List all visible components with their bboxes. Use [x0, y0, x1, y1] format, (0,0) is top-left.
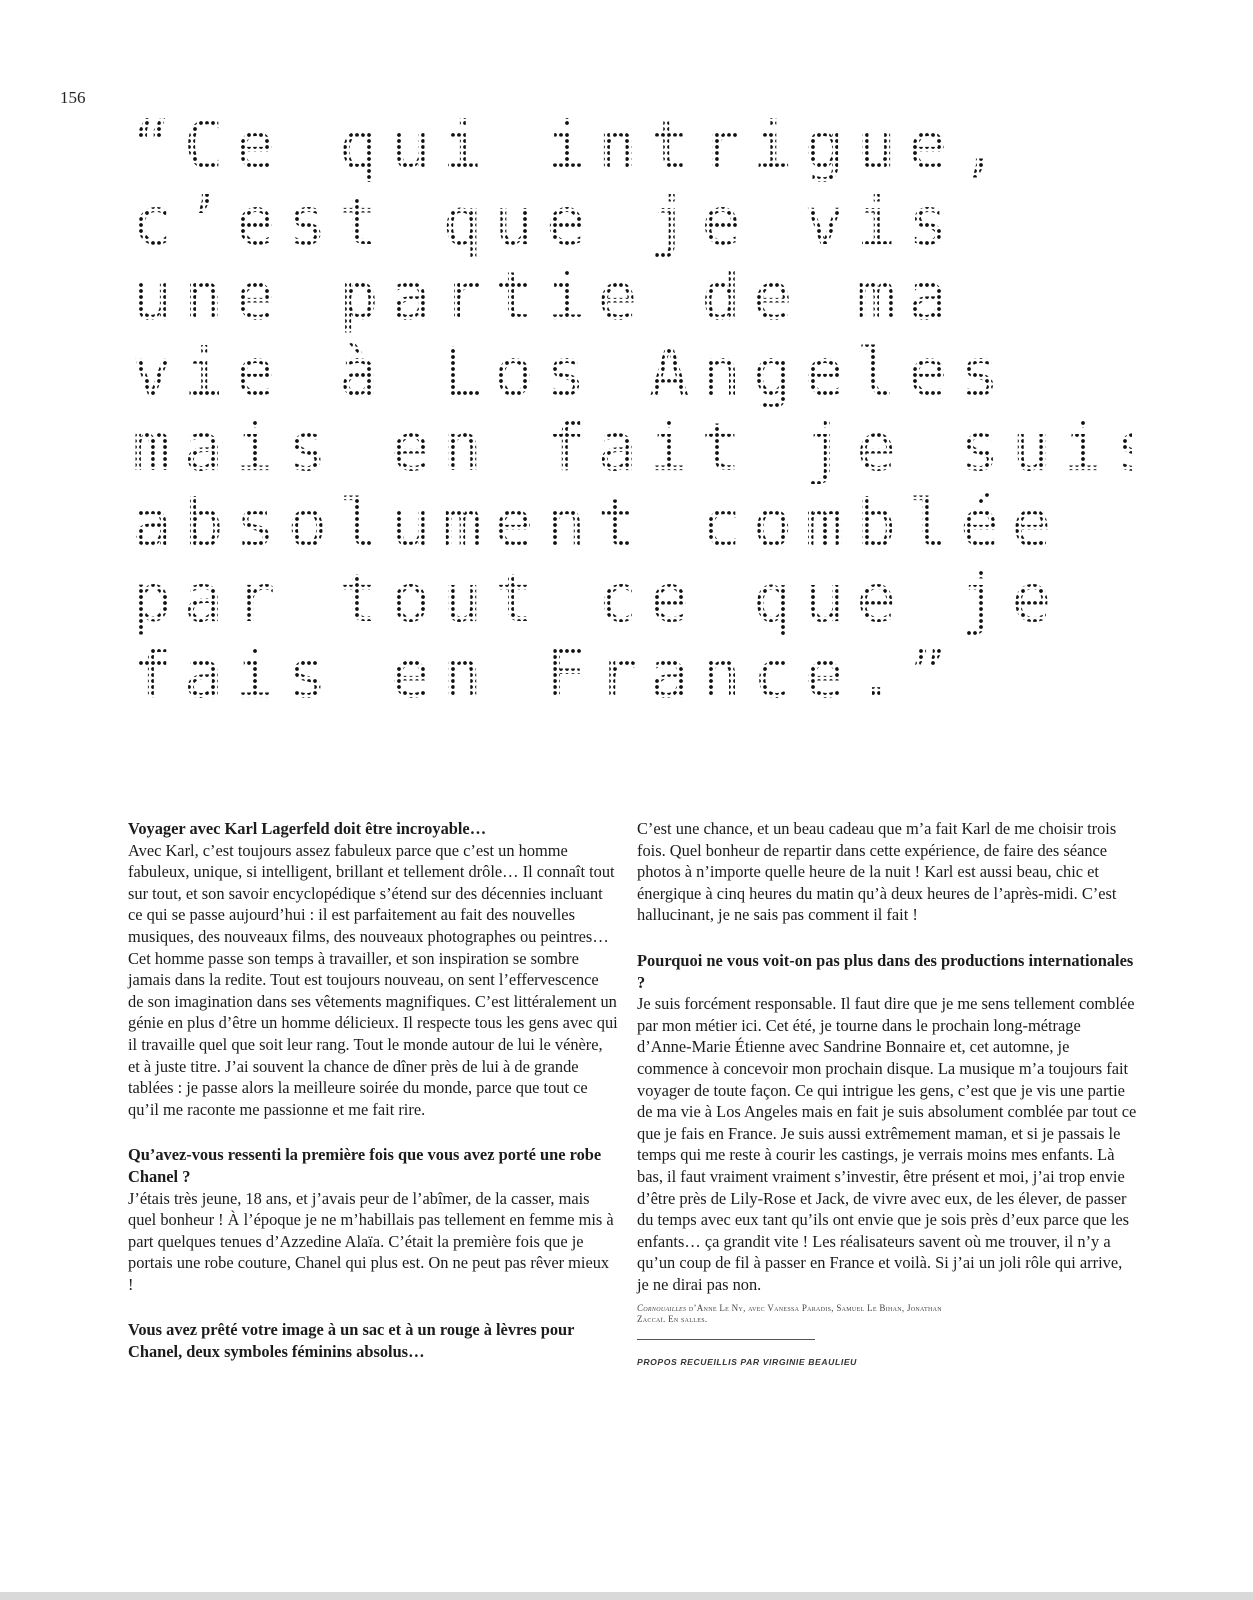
pull-quote [132, 107, 1167, 713]
question-heading: Voyager avec Karl Lagerfeld doit être incroyable… [128, 819, 487, 838]
pull-quote-line: c’est que je vis [132, 182, 960, 260]
film-title: Cornouailles [637, 1303, 687, 1314]
answer-paragraph: C’est une chance, et un beau cadeau que m’a fait Karl de me choisir trois fois. Quel bonheur de repartir dans cette expérience, de faire des séance photos à n’importe quelle heure de la nuit ! Karl est aussi beau, chic et énergique à cinq heures du matin qu’à deux heures de l’après-midi. C’est hallucinant, je ne sais pas comment il fait ! [637, 819, 1117, 925]
pull-quote-line: vie à Los Angeles [132, 333, 1012, 411]
bottom-strip [0, 1592, 1253, 1600]
page-number: 156 [60, 88, 86, 107]
interview-column-left [128, 818, 618, 1363]
pull-quote-line: “Ce qui intrigue, [132, 107, 1012, 184]
question-heading: Qu’avez-vous ressenti la première fois que vous avez porté une robe Chanel ? [128, 1145, 602, 1186]
film-details: d’Anne Le Ny, avec Vanessa Paradis, Samuel Le Bihan, Jonathan Zaccaï. En salles. [637, 1303, 942, 1325]
pull-quote-line: mais en fait je suis [132, 409, 1167, 486]
answer-paragraph: J’étais très jeune, 18 ans, et j’avais peur de l’abîmer, de la casser, mais quel bonheur ! À l’époque je ne m’habillais pas tellement en femme mis à part quelques tenues d’Azzedine Alaïa. C’était la première fois que je portais une robe couture, Chanel qui plus est. On ne peut pas rêver mieux ! [128, 1188, 614, 1294]
credit-divider [637, 1339, 815, 1340]
answer-paragraph: Je suis forcément responsable. Il faut dire que je me sens tellement comblée par mon métier ici. Cet été, je tourne dans le prochain long-métrage d’Anne-Marie Étienne avec Sandrine Bonnaire et, cet automne, je commence à concevoir mon prochain disque. La musique m’a toujours fait voyager de toute façon. Ce qui intrigue les gens, c’est que je vis une partie de ma vie à Los Angeles mais en fait je suis absolument comblée par tout ce que je fais en France. Je suis aussi extrêmement maman, et si je passais le temps qui me reste à courir les castings, je verrais moins mes enfants. Là bas, il faut vraiment vraiment s’investir, être présent et moi, j’ai trop envie d’être près de Lily-Rose et Jack, de vivre avec eux, de les élever, de passer du temps avec eux tant qu’ils ont envie que je sois près d’eux parce que les enfants… ça grandit vite ! Les réalisateurs savent où me trouver, il n’y a qu’un coup de fil à passer en France et voilà. Si j’ai un joli rôle qui arrive, je ne dirai pas non. [637, 994, 1137, 1294]
answer-paragraph: Avec Karl, c’est toujours assez fabuleux parce que c’est un homme fabuleux, unique, si intelligent, brillant et tellement drôle… Il connaît tout sur tout, et son savoir encyclopédique s’étend sur des décennies incluant ce qui se passe aujourd’hui : il est parfaitement au fait des nouvelles musiques, des nouveaux films, des nouveaux photographes ou peintres… Cet homme passe son temps à travailler, et son inspiration se sombre jamais dans la redite. Tout est toujours nouveau, on sent l’effervescence de son imagination dans ses vêtements magnifiques. C’est littéralement un génie en plus d’être un homme délicieux. Il respecte tous les gens avec qui il travaille quel que soit leur rang. Tout le monde autour de lui le vénère, et à juste titre. J’ai souvent la chance de dîner près de lui à de grande tablées : je passe alors la meilleure soirée du monde, parce que tout ce qu’il me raconte me passionne et me fait rire. [128, 840, 618, 1119]
pull-quote-line: absolument comblée [132, 484, 1064, 562]
pull-quote-line: fais en France.” [132, 635, 960, 713]
pull-quote-line: une partie de ma [132, 258, 960, 335]
interview-column-right [637, 818, 1137, 1374]
question-heading: Vous avez prêté votre image à un sac et à un rouge à lèvres pour Chanel, deux symboles féminins absolus… [128, 1320, 575, 1362]
pull-quote-line: par tout ce que je [132, 560, 1064, 637]
question-heading: Pourquoi ne vous voit-on pas plus dans des productions internationales ? [637, 950, 1134, 992]
interview-credit: PROPOS RECUEILLIS PAR VIRGINIE BEAULIEU [637, 1357, 857, 1368]
film-caption [637, 1303, 967, 1325]
